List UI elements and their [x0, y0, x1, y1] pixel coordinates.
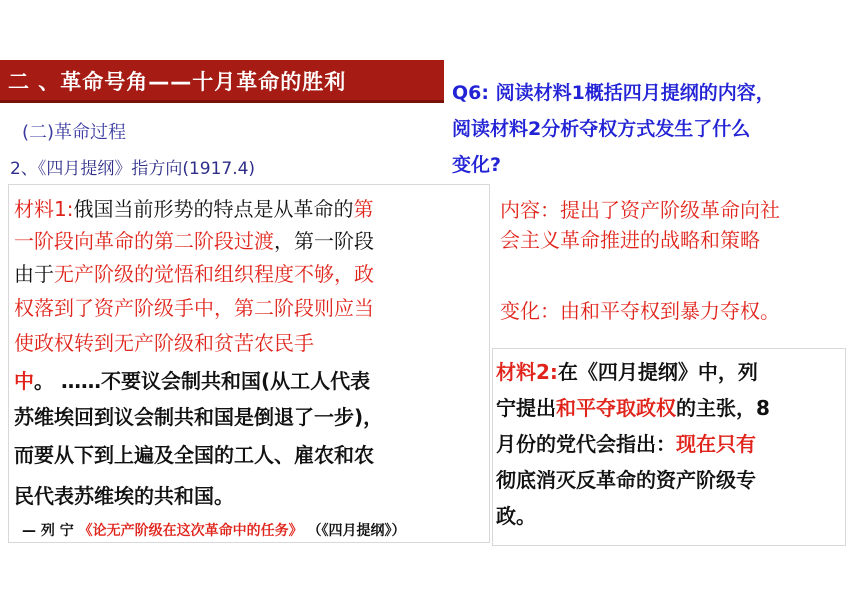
material-1-source: — 列 宁 《论无产阶级在这次革命中的任务》 （《四月提纲》）: [22, 523, 406, 539]
material-1-line: 材料1:俄国当前形势的特点是从革命的第: [14, 197, 374, 221]
material-1-line: 苏维埃回到议会制共和国是倒退了一步)，: [14, 405, 384, 429]
section-title-bar: [0, 60, 444, 103]
material-2-line: 材料2:在《四月提纲》中，列: [496, 360, 758, 384]
material-1-line: 权落到了资产阶级手中，第二阶段则应当: [14, 296, 374, 320]
material-2-line: 彻底消灭反革命的资产阶级专: [496, 468, 756, 492]
material-1-line: 民代表苏维埃的共和国。: [14, 484, 234, 508]
question-line-3: 变化?: [452, 154, 502, 176]
material-1-line: 使政权转到无产阶级和贫苦农民手: [14, 331, 314, 355]
material-2-line: 宁提出和平夺取政权的主张，8: [496, 396, 770, 420]
material-1-line: 由于无产阶级的觉悟和组织程度不够，政: [14, 262, 374, 286]
material-1-label: 材料1:: [14, 197, 74, 221]
answer-change: 变化：由和平夺权到暴力夺权。: [500, 299, 780, 323]
material-1-line: 一阶段向革命的第二阶段过渡，第一阶段: [14, 229, 374, 253]
subheading-revolution-process: (二)革命过程: [22, 122, 127, 143]
material-2-label: 材料2:: [496, 360, 558, 384]
answer-content-line-1: 内容：提出了资产阶级革命向社: [500, 198, 780, 222]
answer-content-line-2: 会主义革命推进的战略和策略: [500, 228, 760, 252]
subheading-april-theses: 2、《四月提纲》指方向(1917.4): [10, 159, 256, 179]
material-2-line: 政。: [496, 504, 536, 528]
material-1-line: 中。 ……不要议会制共和国(从工人代表: [14, 369, 371, 393]
question-line-2: 阅读材料2分析夺权方式发生了什么: [452, 118, 751, 140]
material-2-line: 月份的党代会指出：现在只有: [496, 432, 756, 456]
material-1-line: 而要从下到上遍及全国的工人、雇农和农: [14, 443, 374, 467]
question-line-1: Q6: 阅读材料1概括四月提纲的内容，: [452, 82, 775, 104]
section-title: 二 、革命号角——十月革命的胜利: [8, 70, 347, 94]
